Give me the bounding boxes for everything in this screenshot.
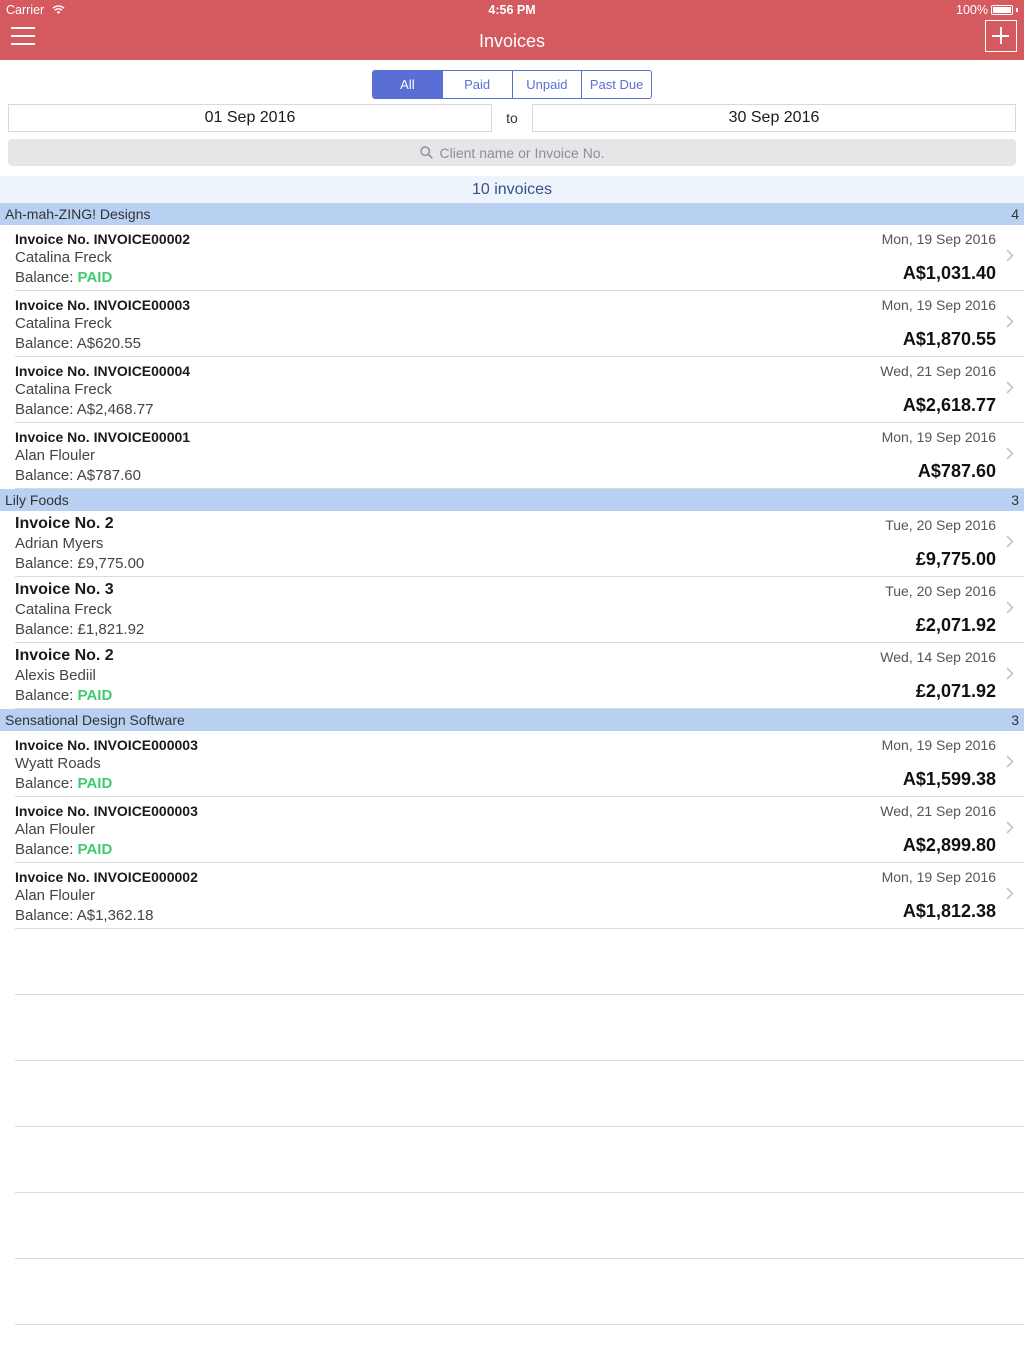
invoice-row[interactable] xyxy=(15,225,1024,291)
balance xyxy=(15,555,144,572)
section-title: Sensational Design Software xyxy=(5,712,185,728)
invoice-number: Invoice No. INVOICE000003 xyxy=(15,803,198,819)
search-input[interactable] xyxy=(8,139,1016,166)
invoice-total: A$1,031.40 xyxy=(902,263,996,283)
invoice-date: Tue, 20 Sep 2016 xyxy=(885,517,996,533)
invoice-list xyxy=(0,203,1024,1325)
carrier-label: Carrier xyxy=(6,3,45,17)
invoice-date: Mon, 19 Sep 2016 xyxy=(881,231,996,247)
balance-value: A$1,362.18 xyxy=(76,907,154,924)
status-time: 4:56 PM xyxy=(488,3,536,17)
invoice-number: Invoice No. 2 xyxy=(15,515,114,532)
chevron-right-icon xyxy=(1006,601,1014,614)
empty-row xyxy=(15,1259,1024,1325)
balance xyxy=(15,841,112,858)
search-placeholder: Client name or Invoice No. xyxy=(439,144,605,161)
chevron-right-icon xyxy=(1006,535,1014,548)
invoice-number: Invoice No. INVOICE00004 xyxy=(15,363,191,379)
invoice-row[interactable] xyxy=(15,357,1024,423)
invoice-total: £9,775.00 xyxy=(915,549,996,569)
invoice-total: A$1,812.38 xyxy=(902,901,996,921)
invoice-number: Invoice No. INVOICE00003 xyxy=(15,297,191,313)
invoice-filter xyxy=(372,70,652,99)
invoice-row[interactable] xyxy=(15,863,1024,929)
invoice-total: A$1,870.55 xyxy=(902,329,996,349)
balance-label: Balance: xyxy=(15,401,77,418)
chevron-right-icon xyxy=(1006,755,1014,768)
invoice-number: Invoice No. 2 xyxy=(15,647,114,664)
chevron-right-icon xyxy=(1006,381,1014,394)
client-name: Alan Flouler xyxy=(15,887,96,904)
invoice-row[interactable] xyxy=(15,731,1024,797)
balance xyxy=(15,269,112,286)
chevron-right-icon xyxy=(1006,667,1014,680)
invoice-number: Invoice No. INVOICE00002 xyxy=(15,231,191,247)
invoice-total: £2,071.92 xyxy=(915,681,996,701)
invoice-total: £2,071.92 xyxy=(915,615,996,635)
client-name: Alexis Bediil xyxy=(15,667,96,684)
balance-value: £9,775.00 xyxy=(77,555,145,572)
status-battery xyxy=(956,3,1018,17)
section-header xyxy=(0,489,1024,511)
balance xyxy=(15,401,153,418)
empty-row xyxy=(15,1061,1024,1127)
section-count: 3 xyxy=(1011,492,1019,508)
section-title: Ah-mah-ZING! Designs xyxy=(5,206,151,222)
section-header xyxy=(0,203,1024,225)
invoice-number: Invoice No. INVOICE000002 xyxy=(15,869,198,885)
invoice-number: Invoice No. INVOICE00001 xyxy=(15,429,191,445)
balance-label: Balance: xyxy=(15,335,77,352)
empty-row xyxy=(15,1193,1024,1259)
client-name: Catalina Freck xyxy=(15,381,112,398)
search-icon xyxy=(420,146,433,159)
invoice-row[interactable] xyxy=(15,511,1024,577)
invoice-date: Wed, 21 Sep 2016 xyxy=(880,803,996,819)
section-header xyxy=(0,709,1024,731)
balance-value: PAID xyxy=(77,775,113,792)
invoice-number: Invoice No. 3 xyxy=(15,581,114,598)
balance-label: Balance: xyxy=(15,775,78,792)
invoice-total: A$2,618.77 xyxy=(902,395,996,415)
invoice-total: A$1,599.38 xyxy=(902,769,996,789)
invoice-total: A$2,899.80 xyxy=(902,835,996,855)
date-separator: to xyxy=(506,110,518,126)
empty-row xyxy=(15,929,1024,995)
balance-value: £1,821.92 xyxy=(77,621,145,638)
balance-label: Balance: xyxy=(15,687,78,704)
balance-label: Balance: xyxy=(15,621,78,638)
section-count: 4 xyxy=(1011,206,1019,222)
filter-unpaid[interactable]: Unpaid xyxy=(513,71,583,98)
invoice-date: Wed, 21 Sep 2016 xyxy=(880,363,996,379)
invoice-date: Mon, 19 Sep 2016 xyxy=(881,297,996,313)
balance-label: Balance: xyxy=(15,467,77,484)
balance xyxy=(15,687,112,704)
filter-all[interactable]: All xyxy=(373,71,443,98)
balance-value: PAID xyxy=(77,269,113,286)
client-name: Catalina Freck xyxy=(15,601,112,618)
balance-value: A$620.55 xyxy=(76,335,141,352)
balance-value: A$2,468.77 xyxy=(76,401,154,418)
balance-label: Balance: xyxy=(15,269,78,286)
invoice-row[interactable] xyxy=(15,797,1024,863)
chevron-right-icon xyxy=(1006,887,1014,900)
filter-paid[interactable]: Paid xyxy=(443,71,513,98)
client-name: Wyatt Roads xyxy=(15,755,101,772)
section-count: 3 xyxy=(1011,712,1019,728)
invoice-date: Mon, 19 Sep 2016 xyxy=(881,869,996,885)
client-name: Alan Flouler xyxy=(15,447,96,464)
invoice-row[interactable] xyxy=(15,423,1024,489)
balance-label: Balance: xyxy=(15,555,78,572)
chevron-right-icon xyxy=(1006,249,1014,262)
balance xyxy=(15,467,141,484)
balance xyxy=(15,335,141,352)
invoice-row[interactable] xyxy=(15,577,1024,643)
invoice-count: 10 invoices xyxy=(0,176,1024,203)
invoice-date: Mon, 19 Sep 2016 xyxy=(881,429,996,445)
section-title: Lily Foods xyxy=(5,492,69,508)
balance xyxy=(15,621,144,638)
client-name: Catalina Freck xyxy=(15,315,112,332)
chevron-right-icon xyxy=(1006,315,1014,328)
client-name: Adrian Myers xyxy=(15,535,104,552)
balance-label: Balance: xyxy=(15,841,78,858)
invoice-row[interactable] xyxy=(15,643,1024,709)
page-title: Invoices xyxy=(478,31,546,51)
plus-icon[interactable] xyxy=(985,20,1017,52)
balance-value: PAID xyxy=(77,687,113,704)
balance xyxy=(15,907,153,924)
balance-label: Balance: xyxy=(15,907,77,924)
chevron-right-icon xyxy=(1006,447,1014,460)
client-name: Alan Flouler xyxy=(15,821,96,838)
balance-value: PAID xyxy=(77,841,113,858)
battery-icon xyxy=(991,5,1013,15)
filter-past-due[interactable]: Past Due xyxy=(589,77,644,92)
chevron-right-icon xyxy=(1006,821,1014,834)
balance-value: A$787.60 xyxy=(76,467,141,484)
empty-row xyxy=(15,995,1024,1061)
date-from-field[interactable]: 01 Sep 2016 xyxy=(8,104,492,132)
invoice-date: Mon, 19 Sep 2016 xyxy=(881,737,996,753)
client-name: Catalina Freck xyxy=(15,249,112,266)
balance xyxy=(15,775,112,792)
empty-row xyxy=(15,1127,1024,1193)
invoice-total: A$787.60 xyxy=(917,461,996,481)
invoice-row[interactable] xyxy=(15,291,1024,357)
date-to-field[interactable]: 30 Sep 2016 xyxy=(532,104,1016,132)
nav-bar xyxy=(0,0,1024,60)
invoice-date: Tue, 20 Sep 2016 xyxy=(885,583,996,599)
invoice-number: Invoice No. INVOICE000003 xyxy=(15,737,198,753)
battery-tip xyxy=(1016,8,1018,12)
invoice-date: Wed, 14 Sep 2016 xyxy=(880,649,996,665)
battery-percent: 100% xyxy=(956,3,988,17)
